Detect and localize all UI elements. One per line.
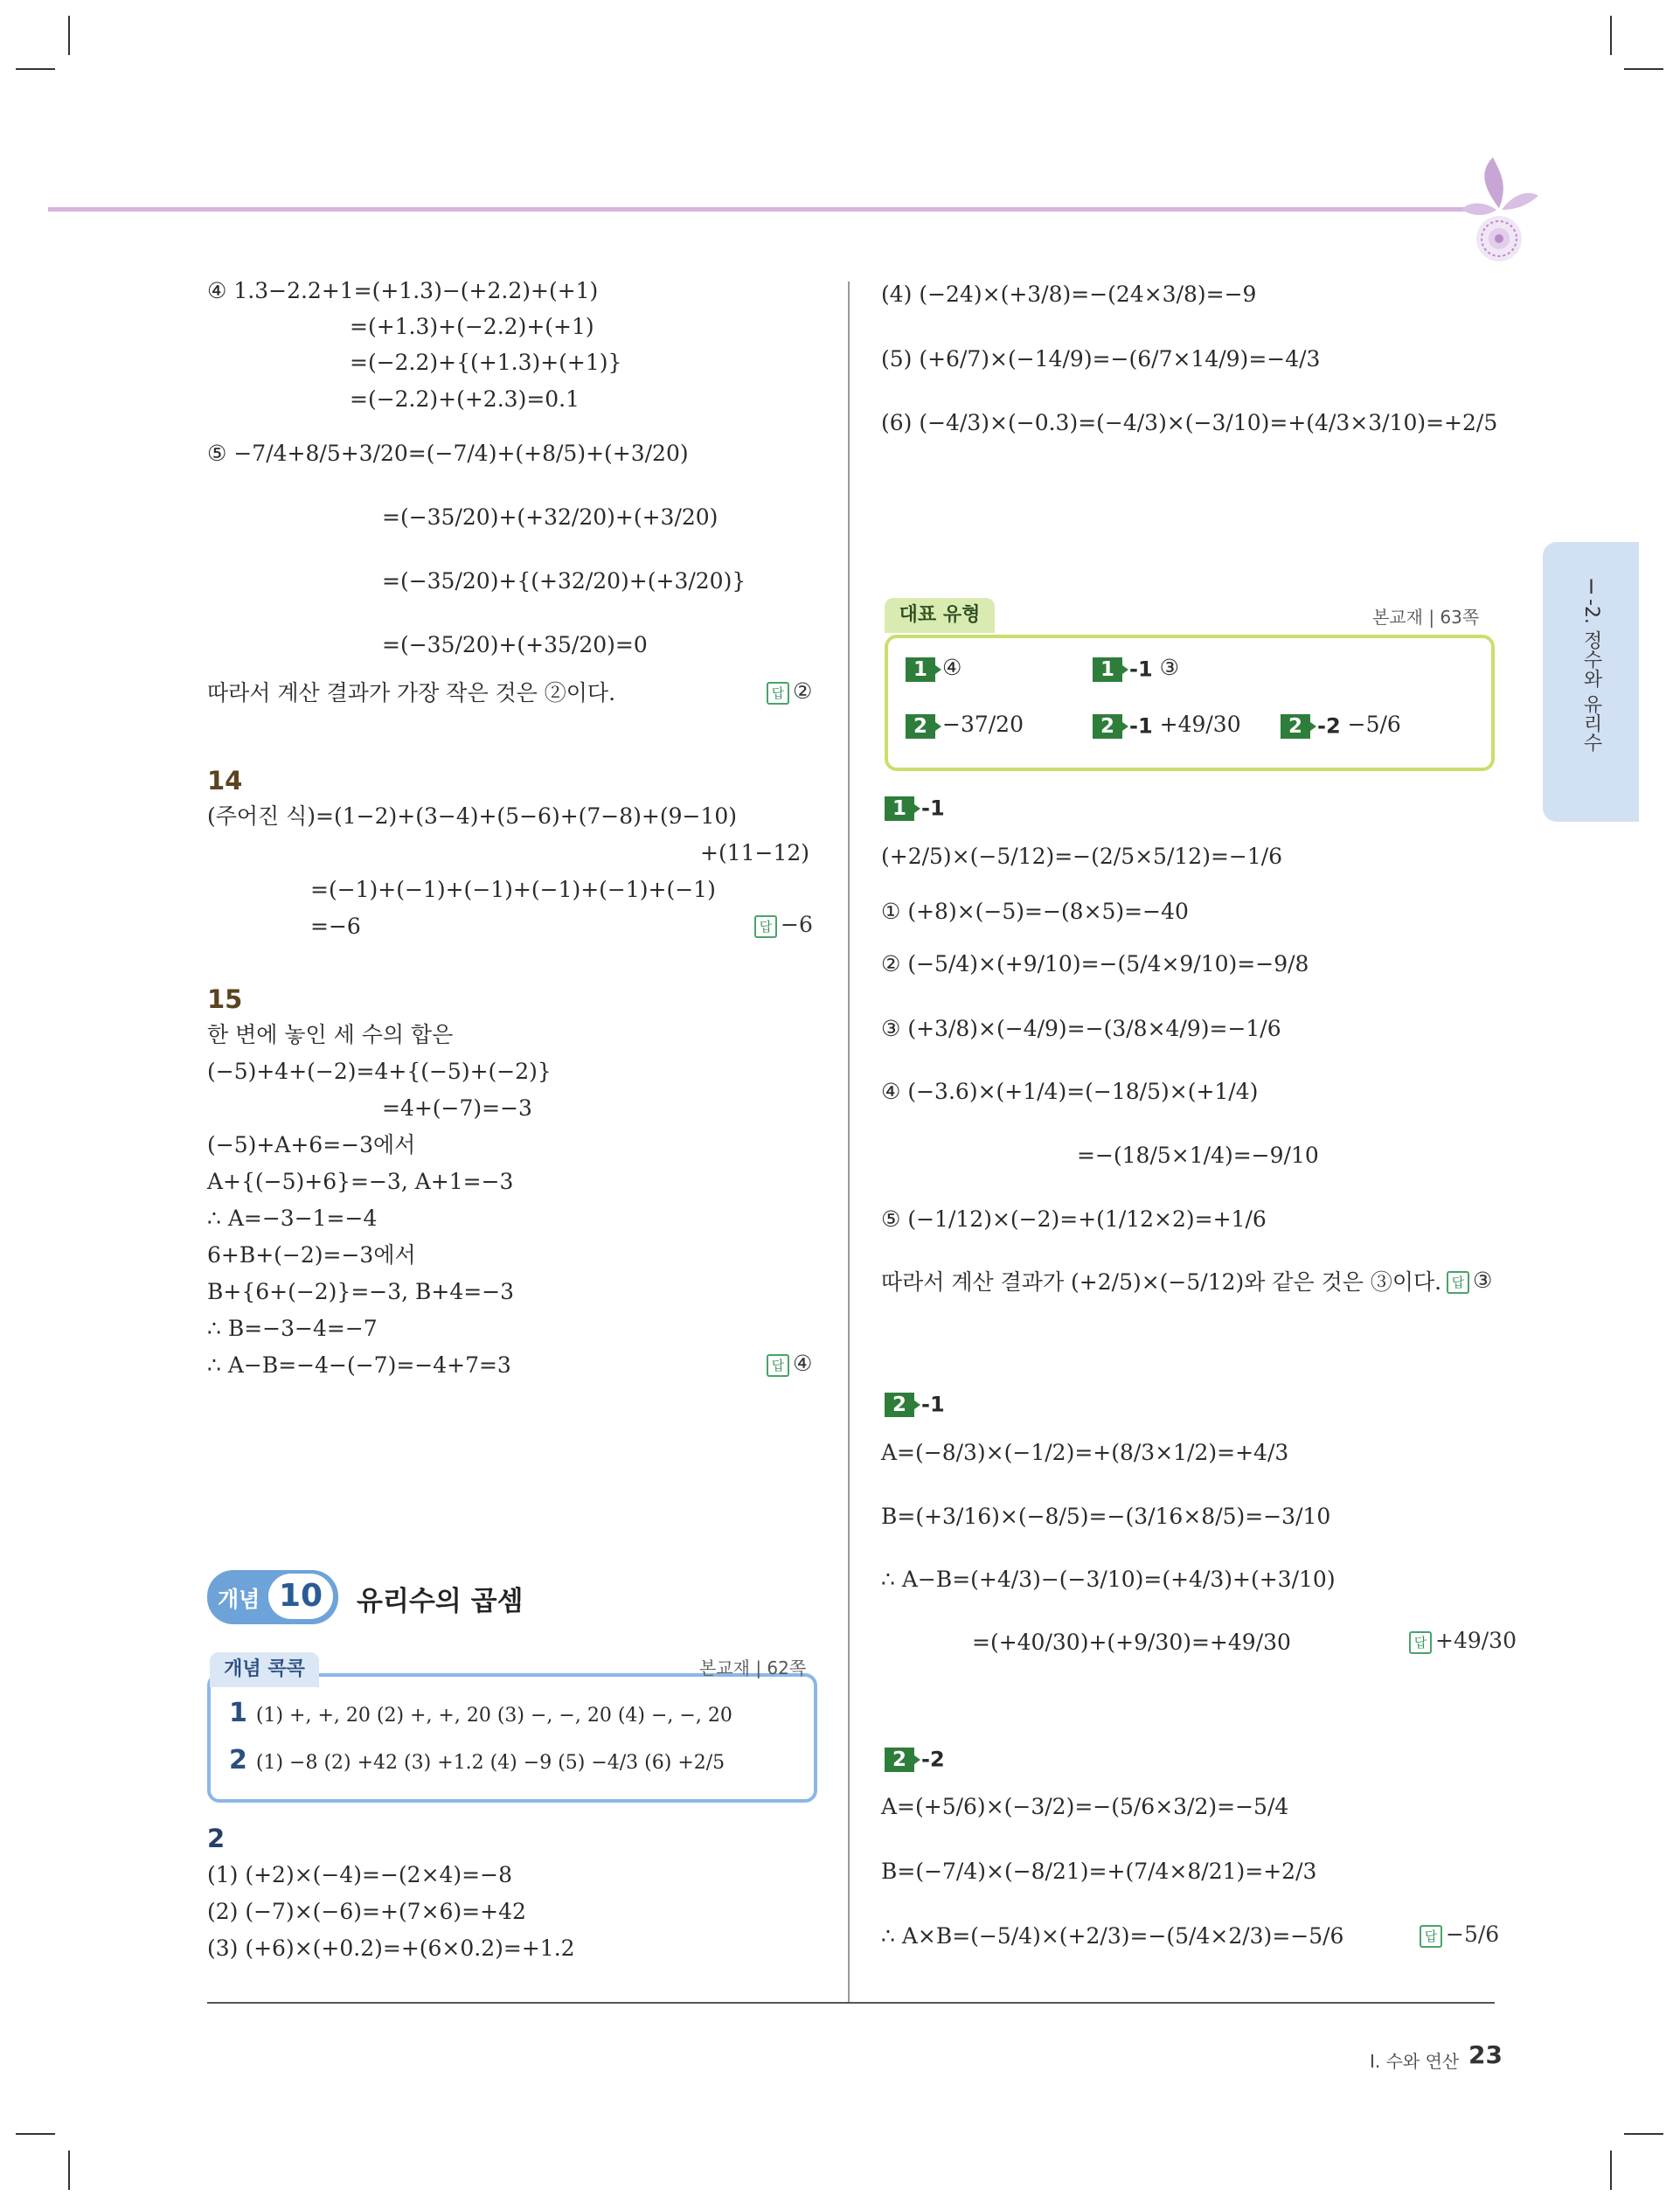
solution-line: ③ (+3/8)×(−4/9)=−(3/8×4/9)=−1/6 [881,1016,1281,1041]
solution-line: =(−1)+(−1)+(−1)+(−1)+(−1)+(−1) [310,877,716,902]
solution-line: ∴ A×B=(−5/4)×(+2/3)=−(5/4×2/3)=−5/6 [881,1923,1344,1949]
answer-item [906,653,961,683]
solution-line: (4) (−24)×(+3/8)=−(24×3/8)=−9 [881,281,1257,307]
solution-line: ④ 1.3−2.2+1=(+1.3)−(+2.2)+(+1) [207,278,599,303]
answer-item [1093,653,1179,685]
sub-number: -1 [921,1392,945,1417]
problem-number: 2 [207,1824,226,1853]
problem-number: 15 [207,984,243,1014]
chapter-side-tab [1543,542,1639,822]
solution-line: (5) (+6/7)×(−14/9)=−(6/7×14/9)=−4/3 [881,346,1321,372]
answer-icon [1420,1925,1442,1948]
crop-mark [1610,16,1612,55]
type-number-box: 1 [885,796,914,821]
answer-mark [767,1351,812,1377]
solution-line: 6+B+(−2)=−3에서 [207,1242,416,1268]
crop-mark [1624,68,1663,70]
solution-line: =4+(−7)=−3 [382,1095,532,1121]
answer-value: ④ [942,655,962,680]
type-number-box: 2 [885,1393,914,1417]
type-number-box: 1 [906,657,935,682]
answer-mark [767,678,812,705]
answer-icon [1409,1631,1432,1654]
sub-problem-header [885,792,945,824]
solution-line: =(−2.2)+(+2.3)=0.1 [350,386,580,412]
solution-line: (6) (−4/3)×(−0.3)=(−4/3)×(−3/10)=+(4/3×3/10)=+2/5 [881,410,1498,435]
solution-line: +(11−12) [700,840,810,865]
solution-line: ∴ B=−3−4=−7 [207,1316,378,1341]
solution-line: =(−35/20)+{(+32/20)+(+3/20)} [382,568,746,594]
type-number-box: 2 [1093,714,1122,739]
answer-mark [754,912,813,938]
answer-value: +49/30 [1159,712,1241,737]
concept-badge-label: 개념 [218,1587,260,1612]
solution-line: (−5)+A+6=−3에서 [207,1132,416,1157]
answer-item [906,710,1024,740]
answer-item [1281,710,1401,741]
solution-line: 한 변에 놓인 세 수의 합은 [207,1022,454,1047]
row-number: 2 [229,1745,247,1776]
solution-line: (1) (+2)×(−4)=−(2×4)=−8 [207,1862,512,1887]
solution-line: =(−2.2)+{(+1.3)+(+1)} [350,350,622,375]
answer-value: −37/20 [942,712,1024,737]
solution-line: ∴ A−B=(+4/3)−(−3/10)=(+4/3)+(+3/10) [881,1567,1336,1592]
column-divider [848,281,850,2002]
solution-line: =(−35/20)+(+35/20)=0 [382,632,648,657]
sub-problem-header [885,1743,945,1775]
answer-item [1093,710,1241,741]
solution-line: ② (−5/4)×(+9/10)=−(5/4×9/10)=−9/8 [881,951,1309,976]
sub-number: -2 [1317,713,1341,739]
concept-check-row [229,1745,725,1776]
solution-line: 따라서 계산 결과가 (+2/5)×(−5/12)와 같은 것은 ③이다. [881,1269,1442,1295]
answer-mark [1447,1268,1492,1294]
header-rule [48,207,1490,212]
row-number: 1 [229,1698,247,1728]
solution-line: =(−35/20)+(+32/20)+(+3/20) [382,504,719,530]
type-number-box: 1 [1093,657,1122,682]
concept-title: 유리수의 곱셈 [357,1586,524,1617]
sub-number: -2 [921,1747,945,1772]
solution-line: =(+40/30)+(+9/30)=+49/30 [972,1630,1291,1655]
representative-type-box [885,635,1495,771]
answer-mark [1420,1922,1499,1948]
answer-value: ② [793,678,813,704]
textbook-page-ref: 본교재 | 63쪽 [1372,607,1480,628]
answer-icon [1447,1271,1469,1294]
concept-badge [207,1570,338,1624]
crop-mark [1624,2133,1663,2135]
solution-line: =−(18/5×1/4)=−9/10 [1077,1143,1319,1168]
sub-number: -1 [1129,713,1153,739]
solution-line: (3) (+6)×(+0.2)=+(6×0.2)=+1.2 [207,1935,575,1961]
type-number-box: 2 [906,714,935,739]
crop-mark [16,2133,55,2135]
chapter-side-tab-label: Ⅰ-2. 정수와 유리수 [1580,577,1602,752]
crop-mark [68,16,70,55]
concept-check-box [207,1673,817,1803]
answer-value: −5/6 [1446,1922,1500,1947]
answer-value: −6 [781,912,813,937]
concept-check-label: 개념 콕콕 [210,1652,319,1687]
solution-line: (+2/5)×(−5/12)=−(2/5×5/12)=−1/6 [881,844,1283,869]
solution-line: ∴ A−B=−4−(−7)=−4+7=3 [207,1352,511,1378]
problem-number: 14 [207,766,243,796]
solution-line: B=(−7/4)×(−8/21)=+(7/4×8/21)=+2/3 [881,1859,1317,1884]
type-number-box: 2 [885,1748,914,1772]
solution-line: (주어진 식)=(1−2)+(3−4)+(5−6)+(7−8)+(9−10) [207,803,738,829]
sub-number: -1 [921,796,945,821]
row-answers: (1) −8 (2) +42 (3) +1.2 (4) −9 (5) −4/3 (6) +2/5 [255,1752,725,1774]
solution-line: ⑤ (−1/12)×(−2)=+(1/12×2)=+1/6 [881,1206,1267,1232]
solution-line: B+{6+(−2)}=−3, B+4=−3 [207,1279,515,1304]
solution-line: 따라서 계산 결과가 가장 작은 것은 ②이다. [207,680,616,705]
solution-line: A=(+5/6)×(−3/2)=−(5/6×3/2)=−5/4 [881,1794,1289,1819]
answer-value: −5/6 [1347,712,1401,737]
solution-line: =−6 [310,914,361,939]
answer-mark [1409,1628,1517,1654]
textbook-page-ref: 본교재 | 62쪽 [699,1657,807,1678]
row-answers: (1) +, +, 20 (2) +, +, 20 (3) −, −, 20 (4) −, −, 20 [255,1705,732,1727]
solution-line: ④ (−3.6)×(+1/4)=(−18/5)×(+1/4) [881,1079,1259,1104]
answer-value: ③ [1473,1268,1493,1293]
solution-line: B=(+3/16)×(−8/5)=−(3/16×8/5)=−3/10 [881,1504,1331,1529]
crop-mark [16,68,55,70]
sub-problem-header [885,1388,945,1420]
answer-icon [754,915,777,938]
concept-check-row [229,1698,732,1728]
representative-type-label: 대표 유형 [885,598,995,633]
solution-line: A=(−8/3)×(−1/2)=+(8/3×1/2)=+4/3 [881,1440,1289,1465]
solution-line: ∴ A=−3−1=−4 [207,1206,378,1231]
answer-value: ③ [1159,655,1180,680]
answer-icon [767,1354,789,1377]
page-number: 23 [1468,2040,1503,2069]
flower-ornament-icon [1451,147,1547,269]
solution-line: ⑤ −7/4+8/5+3/20=(−7/4)+(+8/5)+(+3/20) [207,441,689,466]
solution-line: ① (+8)×(−5)=−(8×5)=−40 [881,899,1189,924]
bottom-rule [207,2002,1495,2004]
solution-line: =(+1.3)+(−2.2)+(+1) [350,314,594,339]
answer-icon [767,682,789,705]
solution-line: (2) (−7)×(−6)=+(7×6)=+42 [207,1899,526,1924]
sub-number: -1 [1129,657,1153,682]
solution-line: A+{(−5)+6}=−3, A+1=−3 [207,1169,514,1194]
type-number-box: 2 [1281,714,1310,739]
concept-badge-number: 10 [268,1574,333,1619]
answer-value: ④ [793,1351,813,1376]
crop-mark [68,2151,70,2190]
answer-value: +49/30 [1435,1628,1517,1653]
crop-mark [1610,2151,1612,2190]
solution-line: (−5)+4+(−2)=4+{(−5)+(−2)} [207,1059,552,1084]
footer-section: Ⅰ. 수와 연산 [1370,2051,1460,2072]
